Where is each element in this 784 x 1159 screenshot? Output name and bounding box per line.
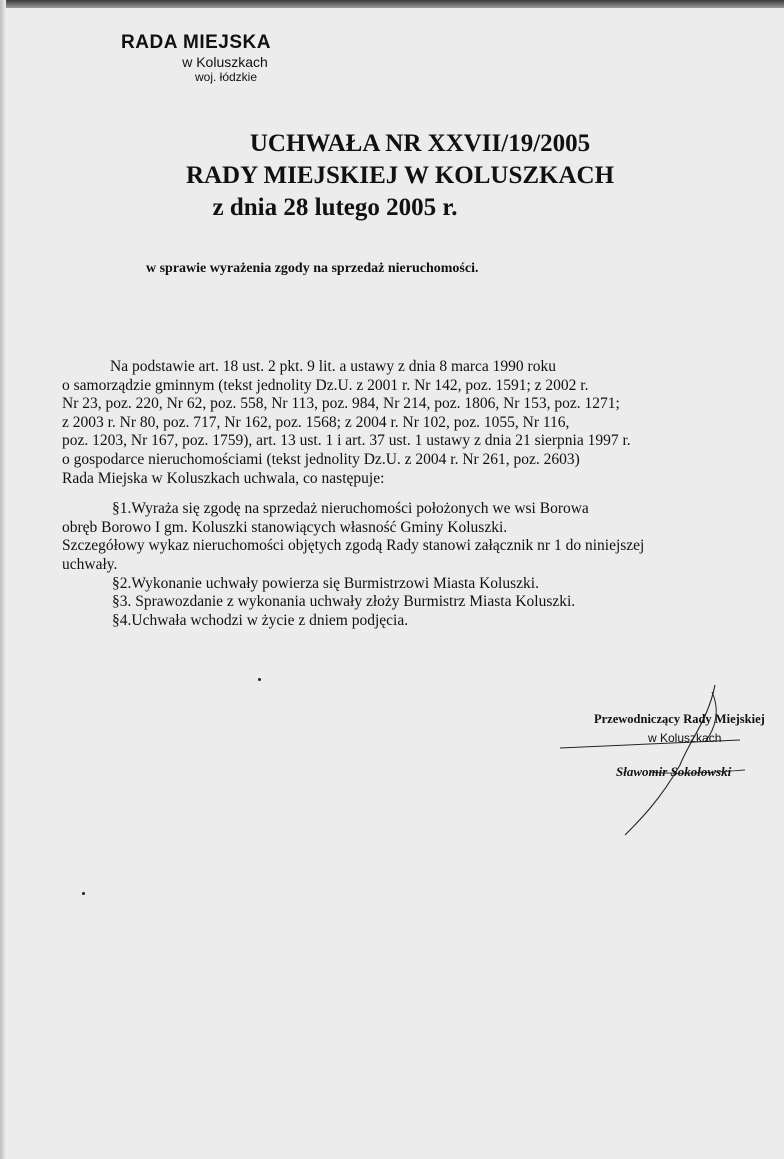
- paragraph-3: §3. Sprawozdanie z wykonania uchwały złoży Burmistrz Miasta Koluszki.: [112, 593, 576, 611]
- stamp-line-1: RADA MIEJSKA: [121, 32, 271, 53]
- preamble-line: Na podstawie art. 18 ust. 2 pkt. 9 lit. a ustawy z dnia 8 marca 1990 roku: [110, 358, 556, 375]
- stamp-line-2: w Koluszkach: [182, 54, 268, 70]
- council-name: RADY MIEJSKIEJ W KOLUSZKACH: [185, 162, 615, 189]
- preamble-line: z 2003 r. Nr 80, poz. 717, Nr 162, poz. 1568; z 2004 r. Nr 102, poz. 1055, Nr 116,: [62, 413, 570, 431]
- preamble-line: poz. 1203, Nr 167, poz. 1759), art. 13 ust. 1 i art. 37 ust. 1 ustawy z dnia 21 sierpnia 1997 r.: [62, 432, 631, 450]
- paragraph-4: §4.Uchwała wchodzi w życie z dniem podjęcia.: [112, 611, 409, 629]
- preamble-line: Nr 23, poz. 220, Nr 62, poz. 558, Nr 113, poz. 984, Nr 214, poz. 1806, Nr 153, poz. 1271;: [62, 395, 620, 413]
- resolution-heading: [100, 128, 700, 224]
- paragraph-1-line: Szczegółowy wykaz nieruchomości objętych zgodą Rady stanowi załącznik nr 1 do niniejszej: [62, 537, 645, 555]
- scan-top-edge: [0, 0, 784, 8]
- resolution-body: [62, 358, 712, 630]
- resolution-number: UCHWAŁA NR XXVII/19/2005: [249, 130, 591, 157]
- scan-speck: [258, 678, 261, 681]
- preamble-line: Rada Miejska w Koluszkach uchwala, co następuje:: [62, 469, 385, 487]
- resolution-subject: w sprawie wyrażenia zgody na sprzedaż nieruchomości.: [146, 261, 479, 276]
- scan-speck: [82, 892, 85, 895]
- stamp-line-3: woj. łódzkie: [194, 70, 258, 84]
- council-stamp: [96, 32, 296, 84]
- paragraph-1-line: obręb Borowo I gm. Koluszki stanowiących własność Gminy Koluszki.: [62, 518, 508, 536]
- signatory-place: w Koluszkach: [648, 731, 722, 745]
- scan-left-shadow: [0, 0, 6, 1159]
- preamble-line: o samorządzie gminnym (tekst jednolity Dz.U. z 2001 r. Nr 142, poz. 1591; z 2002 r.: [62, 376, 589, 394]
- signatory-title: Przewodniczący Rady Miejskiej: [594, 712, 765, 726]
- paragraph-1-line: §1.Wyraża się zgodę na sprzedaż nieruchomości położonych we wsi Borowa: [112, 500, 589, 518]
- handwritten-signature-icon: [540, 680, 760, 840]
- signatory-name: Sławomir Sokołowski: [616, 764, 732, 779]
- resolution-date: z dnia 28 lutego 2005 r.: [212, 194, 458, 221]
- paragraph-1-line: uchwały.: [62, 555, 118, 573]
- paragraph-2: §2.Wykonanie uchwały powierza się Burmistrzowi Miasta Koluszki.: [112, 574, 539, 592]
- preamble-line: o gospodarce nieruchomościami (tekst jednolity Dz.U. z 2004 r. Nr 261, poz. 2603): [62, 450, 580, 468]
